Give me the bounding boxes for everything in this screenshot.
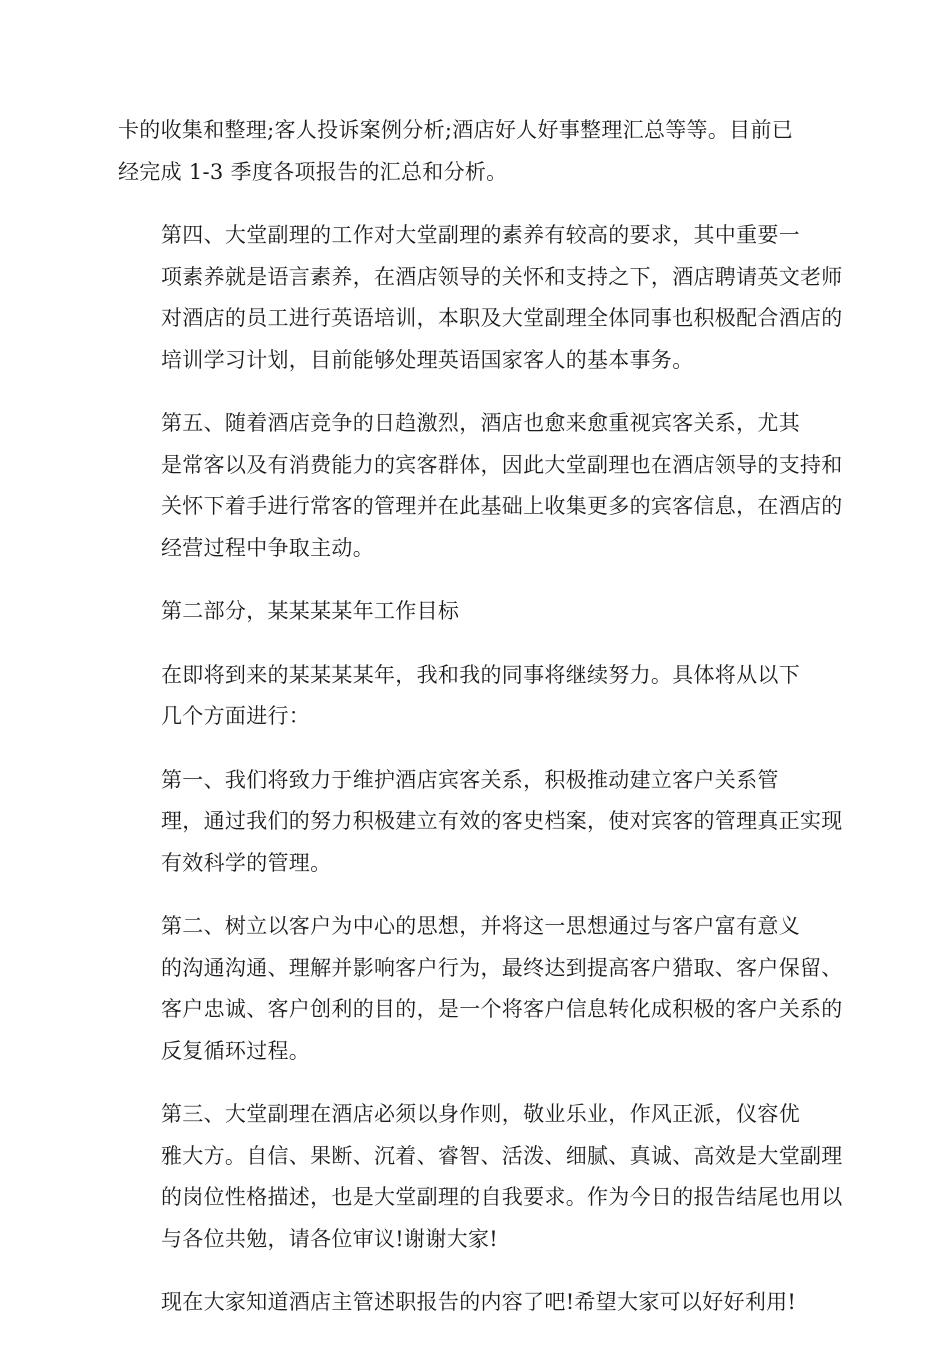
text-line: 卡的收集和整理;客人投诉案例分析;酒店好人好事整理汇总等等。目前已 bbox=[118, 118, 794, 142]
paragraph-goal-third bbox=[118, 1094, 843, 1260]
text-line: 在即将到来的某某某某年，我和我的同事将继续努力。具体将从以下 bbox=[161, 662, 800, 687]
text-line: 经营过程中争取主动。 bbox=[161, 535, 374, 560]
text-line: 第四、大堂副理的工作对大堂副理的素养有较高的要求，其中重要一 bbox=[161, 223, 800, 247]
text-line: 项素养就是语言素养，在酒店领导的关怀和支持之下，酒店聘请英文老师 bbox=[161, 264, 843, 289]
text-line: 有效科学的管理。 bbox=[161, 850, 332, 875]
text-line: 第二、树立以客户为中心的思想，并将这一思想通过与客户富有意义 bbox=[161, 914, 800, 938]
paragraph-fifth-guest-relations bbox=[118, 403, 843, 569]
text-line: 第三、大堂副理在酒店必须以身作则，敬业乐业，作风正派，仪容优 bbox=[161, 1102, 800, 1126]
text-line: 现在大家知道酒店主管述职报告的内容了吧!希望大家可以好好利用! bbox=[161, 1290, 797, 1314]
text-line: 反复循环过程。 bbox=[161, 1038, 311, 1063]
text-line: 培训学习计划，目前能够处理英语国家客人的基本事务。 bbox=[161, 347, 694, 372]
text-line: 客户忠诚、客户创利的目的，是一个将客户信息转化成积极的客户关系的 bbox=[161, 997, 843, 1021]
text-line: 关怀下着手进行常客的管理并在此基础上收集更多的宾客信息，在酒店的 bbox=[161, 494, 843, 518]
text-line: 第一、我们将致力于维护酒店宾客关系，积极推动建立客户关系管 bbox=[161, 767, 779, 792]
text-line: 的沟通沟通、理解并影响客户行为，最终达到提高客户猎取、客户保留、 bbox=[161, 955, 843, 980]
text-line: 几个方面进行： bbox=[161, 704, 311, 728]
text-line: 的岗位性格描述，也是大堂副理的自我要求。作为今日的报告结尾也用以 bbox=[161, 1185, 843, 1209]
section-heading-part-two bbox=[118, 591, 834, 633]
text-line: 雅大方。自信、果断、沉着、睿智、活泼、细腻、真诚、高效是大堂副理 bbox=[161, 1143, 843, 1168]
text-line: 对酒店的员工进行英语培训，本职及大堂副理全体同事也积极配合酒店的 bbox=[161, 306, 843, 330]
text-line: 第五、随着酒店竞争的日趋激烈，酒店也愈来愈重视宾客关系，尤其 bbox=[161, 411, 800, 435]
document-body bbox=[118, 110, 843, 1346]
text-line: 理，通过我们的努力积极建立有效的客史档案，使对宾客的管理真正实现 bbox=[161, 809, 843, 833]
text-line: 与各位共勉，请各位审议!谢谢大家! bbox=[161, 1226, 498, 1251]
paragraph-fourth-language bbox=[118, 215, 843, 381]
text-line: 经完成 1-3 季度各项报告的汇总和分析。 bbox=[118, 159, 508, 184]
paragraph-report-collection bbox=[118, 110, 834, 193]
text-line: 第二部分，某某某某年工作目标 bbox=[161, 599, 460, 623]
paragraph-goal-second bbox=[118, 906, 843, 1072]
paragraph-closing bbox=[118, 1282, 834, 1324]
paragraph-upcoming-year bbox=[118, 655, 834, 738]
text-line: 是常客以及有消费能力的宾客群体，因此大堂副理也在酒店领导的支持和 bbox=[161, 452, 843, 477]
paragraph-goal-first bbox=[118, 760, 843, 885]
